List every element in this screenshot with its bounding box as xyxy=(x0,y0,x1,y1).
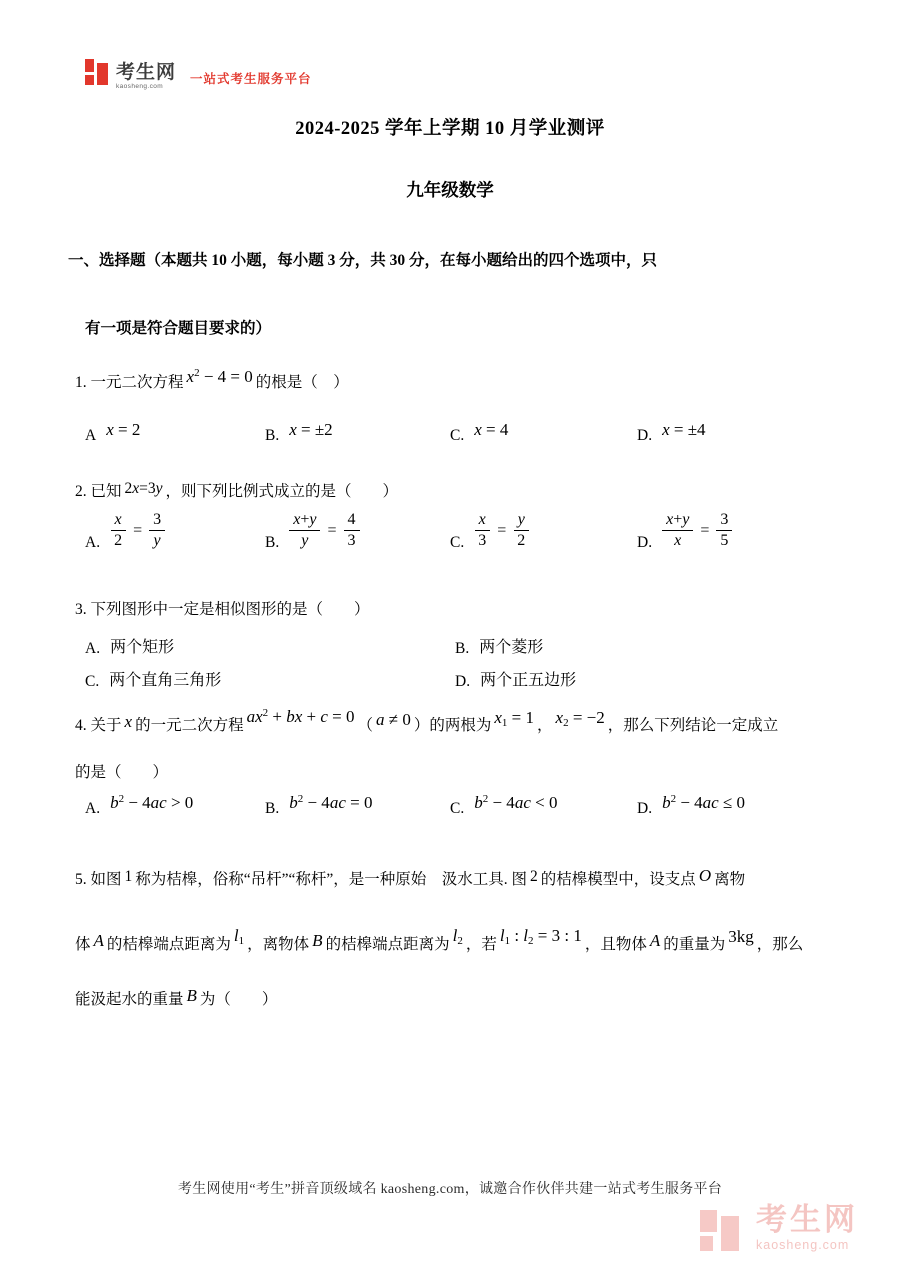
option-text: 两个菱形 xyxy=(479,639,544,656)
comparison: > 0 xyxy=(166,793,194,812)
equals-sign: = xyxy=(133,521,143,539)
option-formula-value: = 4 xyxy=(481,420,509,439)
formula-coef: 3 xyxy=(147,480,156,497)
figure-number-1: 1 xyxy=(124,868,133,885)
question-3-options-row1 xyxy=(85,634,855,657)
question-3-number: 3. xyxy=(75,601,87,618)
formula-ac: ac xyxy=(329,793,346,812)
option-label: C. xyxy=(450,426,465,444)
question-1-number: 1. xyxy=(75,374,87,391)
option-label: D. xyxy=(637,799,653,817)
option-formula-value: = 2 xyxy=(113,420,141,439)
footer-text: 考生网使用“考生”拼音顶级域名 kaosheng.com，诚邀合作伙伴共建一站式考生服务平台 xyxy=(177,1182,723,1197)
logo-domain: kaosheng.com xyxy=(116,83,164,90)
formula-ax: ax xyxy=(246,707,263,726)
fraction-denominator: 2 xyxy=(517,532,526,549)
question-4-text: ，那么下列结论一定成立 xyxy=(607,717,779,734)
question-1-stem xyxy=(75,367,349,393)
fraction-denominator: y xyxy=(153,532,161,549)
question-1-text: 一元二次方程 xyxy=(90,374,184,391)
formula-exponent: 2 xyxy=(482,793,489,805)
length-l2: l xyxy=(452,926,458,945)
formula-exponent: 2 xyxy=(262,707,269,719)
fraction-equation xyxy=(289,510,359,551)
fraction-numerator: 4 xyxy=(344,510,360,531)
fraction-denominator: x xyxy=(674,532,682,549)
fraction-equation xyxy=(474,510,529,551)
formula-exponent: 2 xyxy=(297,793,304,805)
exam-subtitle: 九年级数学 xyxy=(406,180,494,200)
question-4-option-d xyxy=(637,793,855,817)
fraction-num-y: y xyxy=(682,511,690,528)
fraction-numerator: x xyxy=(111,510,126,531)
minus-four: − 4 xyxy=(303,793,330,812)
question-1-options xyxy=(85,420,855,444)
question-2-option-d xyxy=(637,510,855,551)
question-5-text: 如图 xyxy=(90,871,122,888)
formula-b: b xyxy=(474,793,483,812)
question-4-text: ）的两根为 xyxy=(413,717,492,734)
kaosheng-logo xyxy=(85,56,312,90)
question-5-text: 的桔槔端点距离为 xyxy=(106,936,231,953)
ratio-subscript: 2 xyxy=(528,935,534,947)
formula-ac: ac xyxy=(150,793,167,812)
question-3-stem xyxy=(75,600,370,620)
formula-ac: ac xyxy=(702,793,719,812)
minus-four: − 4 xyxy=(488,793,515,812)
option-formula-var: x xyxy=(474,420,482,439)
root-x1: x xyxy=(494,708,502,727)
formula-x: x xyxy=(186,367,195,386)
question-3-text: 下列图形中一定是相似图形的是（ ） xyxy=(90,601,370,618)
ratio-colon: : xyxy=(510,926,524,945)
question-2-stem xyxy=(75,482,398,502)
plus-sign: + xyxy=(302,707,321,726)
question-1-option-d xyxy=(637,420,855,444)
fraction-equation xyxy=(662,510,732,551)
formula-coef: 2 xyxy=(124,480,133,497)
watermark-domain: kaosheng.com xyxy=(756,1237,850,1252)
option-formula-value: = ±2 xyxy=(296,420,333,439)
formula-b: b xyxy=(110,793,119,812)
option-text: 两个矩形 xyxy=(110,639,175,656)
formula-equals: = xyxy=(139,480,148,497)
question-2-number: 2. xyxy=(75,483,87,500)
question-4-text: 关于 xyxy=(90,717,122,734)
question-5-text: ，离物体 xyxy=(247,936,310,953)
plus-sign: + xyxy=(300,511,310,528)
option-formula-var: x xyxy=(662,420,670,439)
option-formula-value: = ±4 xyxy=(669,420,706,439)
option-label: A. xyxy=(85,639,101,657)
weight-value: 3kg xyxy=(728,927,754,946)
exam-title: 2024-2025 学年上学期 10 月学业测评 xyxy=(295,119,605,139)
formula-y: y xyxy=(155,480,163,497)
option-label: A. xyxy=(85,533,101,551)
question-5-text: 体 xyxy=(75,936,91,953)
question-3-option-b xyxy=(455,634,855,657)
logo-brand: 考生网 xyxy=(116,62,177,83)
option-label: D. xyxy=(637,533,653,551)
question-5-text: 能汲起水的重量 xyxy=(75,991,184,1008)
ratio-l2: l xyxy=(523,926,529,945)
object-A: A xyxy=(649,931,661,950)
question-4-stem-line2: 的是（ ） xyxy=(75,764,169,781)
fraction-denominator: 3 xyxy=(347,532,356,549)
ratio-value: = 3 : 1 xyxy=(533,926,582,945)
fraction-denominator: 5 xyxy=(720,532,729,549)
question-4-option-b xyxy=(265,793,450,817)
option-formula-var: x xyxy=(289,420,297,439)
fraction-denominator: y xyxy=(301,532,309,549)
equals-sign: = xyxy=(327,521,337,539)
formula-exponent: 2 xyxy=(118,793,125,805)
option-label: B. xyxy=(265,799,280,817)
kaosheng-logo-icon xyxy=(85,56,112,90)
fraction-numerator: x xyxy=(475,510,490,531)
option-label: B. xyxy=(265,426,280,444)
not-equal-zero: ≠ 0 xyxy=(384,710,411,729)
option-text: 两个直角三角形 xyxy=(109,672,222,689)
comparison: < 0 xyxy=(530,793,558,812)
root-value: = 1 xyxy=(507,708,535,727)
formula-b: b xyxy=(662,793,671,812)
formula-x: x xyxy=(124,712,133,731)
question-1-option-c xyxy=(450,420,637,444)
fraction-num-y: y xyxy=(309,511,317,528)
kaosheng-watermark xyxy=(700,1204,858,1260)
option-label: A xyxy=(85,426,97,444)
formula-exponent: 2 xyxy=(670,793,677,805)
formula-b: b xyxy=(289,793,298,812)
point-O: O xyxy=(698,866,712,885)
plus-sign: + xyxy=(673,511,683,528)
equals-sign: = xyxy=(700,521,710,539)
paren-open: （ xyxy=(357,717,374,734)
option-label: D. xyxy=(637,426,653,444)
watermark-text xyxy=(756,1204,858,1252)
question-4-text: 的一元二次方程 xyxy=(135,717,244,734)
fraction-num-x: x xyxy=(666,511,674,528)
formula-a: a xyxy=(376,710,385,729)
minus-four: − 4 xyxy=(676,793,703,812)
comparison: = 0 xyxy=(345,793,373,812)
option-label: C. xyxy=(450,799,465,817)
option-label: C. xyxy=(450,533,465,551)
object-B: B xyxy=(312,931,323,950)
question-5-line2 xyxy=(75,926,804,955)
option-label: B. xyxy=(265,533,280,551)
question-3-option-c xyxy=(85,667,455,690)
question-5-line3 xyxy=(75,988,277,1010)
equals-sign: = xyxy=(497,521,507,539)
question-3-options-row2 xyxy=(85,667,855,690)
kaosheng-watermark-icon xyxy=(700,1204,748,1260)
question-1-text-after: 的根是（ ） xyxy=(255,374,349,391)
minus-four: − 4 xyxy=(124,793,151,812)
formula-ac: ac xyxy=(514,793,531,812)
question-4-number: 4. xyxy=(75,717,87,734)
object-A: A xyxy=(93,931,104,950)
ratio-l1: l xyxy=(499,926,505,945)
object-B: B xyxy=(186,986,197,1005)
length-subscript: 2 xyxy=(457,935,463,947)
fraction-numerator: 3 xyxy=(149,510,165,531)
question-5-text: 离物 xyxy=(714,871,746,888)
option-formula-var: x xyxy=(106,420,114,439)
section-header-line2: 有一项是符合题目要求的） xyxy=(85,320,272,337)
question-5-number: 5. xyxy=(75,871,87,888)
comparison: ≤ 0 xyxy=(718,793,746,812)
fraction-num-x: x xyxy=(293,511,301,528)
question-3-option-d xyxy=(455,667,855,690)
option-text: 两个正五边形 xyxy=(480,672,577,689)
question-4-stem-line1 xyxy=(75,707,779,736)
question-4-option-a xyxy=(85,793,265,817)
comma: ， xyxy=(537,717,553,734)
fraction-denominator: 2 xyxy=(114,532,123,549)
formula-rest: − 4 = 0 xyxy=(199,367,253,386)
equals-zero: = 0 xyxy=(327,707,355,726)
question-2-option-b xyxy=(265,510,450,551)
question-5-text: ，且物体 xyxy=(584,936,647,953)
formula-x: x xyxy=(132,480,140,497)
figure-number-2: 2 xyxy=(530,868,538,885)
fraction-denominator: 3 xyxy=(478,532,487,549)
root-x2: x xyxy=(555,708,564,727)
fraction-equation xyxy=(110,510,165,551)
question-5-text: 的桔槔模型中，设支点 xyxy=(540,871,696,888)
question-2-text-after: ，则下列比例式成立的是（ ） xyxy=(165,483,399,500)
question-4-option-c xyxy=(450,793,637,817)
question-1-option-b xyxy=(265,420,450,444)
question-2-option-a xyxy=(85,510,265,551)
fraction-numerator: 3 xyxy=(716,510,732,531)
formula-exponent: 2 xyxy=(194,367,200,379)
question-5-text: ，那么 xyxy=(756,936,804,953)
question-5-text: 的桔槔端点距离为 xyxy=(325,936,450,953)
section-header-line1: 一、选择题（本题共 10 小题，每小题 3 分，共 30 分，在每小题给出的四个选项中，只 xyxy=(68,252,658,269)
fraction-numerator: y xyxy=(514,510,529,531)
watermark-brand: 考生网 xyxy=(756,1202,858,1237)
root-subscript: 2 xyxy=(563,717,569,729)
question-2-option-c xyxy=(450,510,637,551)
question-5-text: 称为桔槔，俗称“吊杆”“称杆”，是一种原始 汲水工具. 图 xyxy=(135,871,528,888)
question-1-option-a xyxy=(85,420,265,444)
logo-text xyxy=(116,63,176,90)
option-label: A. xyxy=(85,799,101,817)
ratio-subscript: 1 xyxy=(504,935,511,947)
root-subscript: 1 xyxy=(501,717,508,729)
option-label: D. xyxy=(455,672,471,690)
length-subscript: 1 xyxy=(238,935,245,947)
plus-sign: + xyxy=(268,707,287,726)
question-2-text: 已知 xyxy=(90,483,122,500)
question-3-option-a xyxy=(85,634,455,657)
question-4-options xyxy=(85,793,855,817)
question-5-text: ，若 xyxy=(465,936,497,953)
root-value: = −2 xyxy=(568,708,605,727)
question-5-line1 xyxy=(75,868,745,890)
logo-tagline: 一站式考生服务平台 xyxy=(190,72,312,86)
option-label: C. xyxy=(85,672,100,690)
formula-c: c xyxy=(320,707,328,726)
length-l1: l xyxy=(233,926,239,945)
formula-bx: bx xyxy=(286,707,303,726)
question-2-options xyxy=(85,510,855,551)
question-5-text: 的重量为 xyxy=(663,936,726,953)
question-5-text: 为（ ） xyxy=(199,991,278,1008)
option-label: B. xyxy=(455,639,470,657)
